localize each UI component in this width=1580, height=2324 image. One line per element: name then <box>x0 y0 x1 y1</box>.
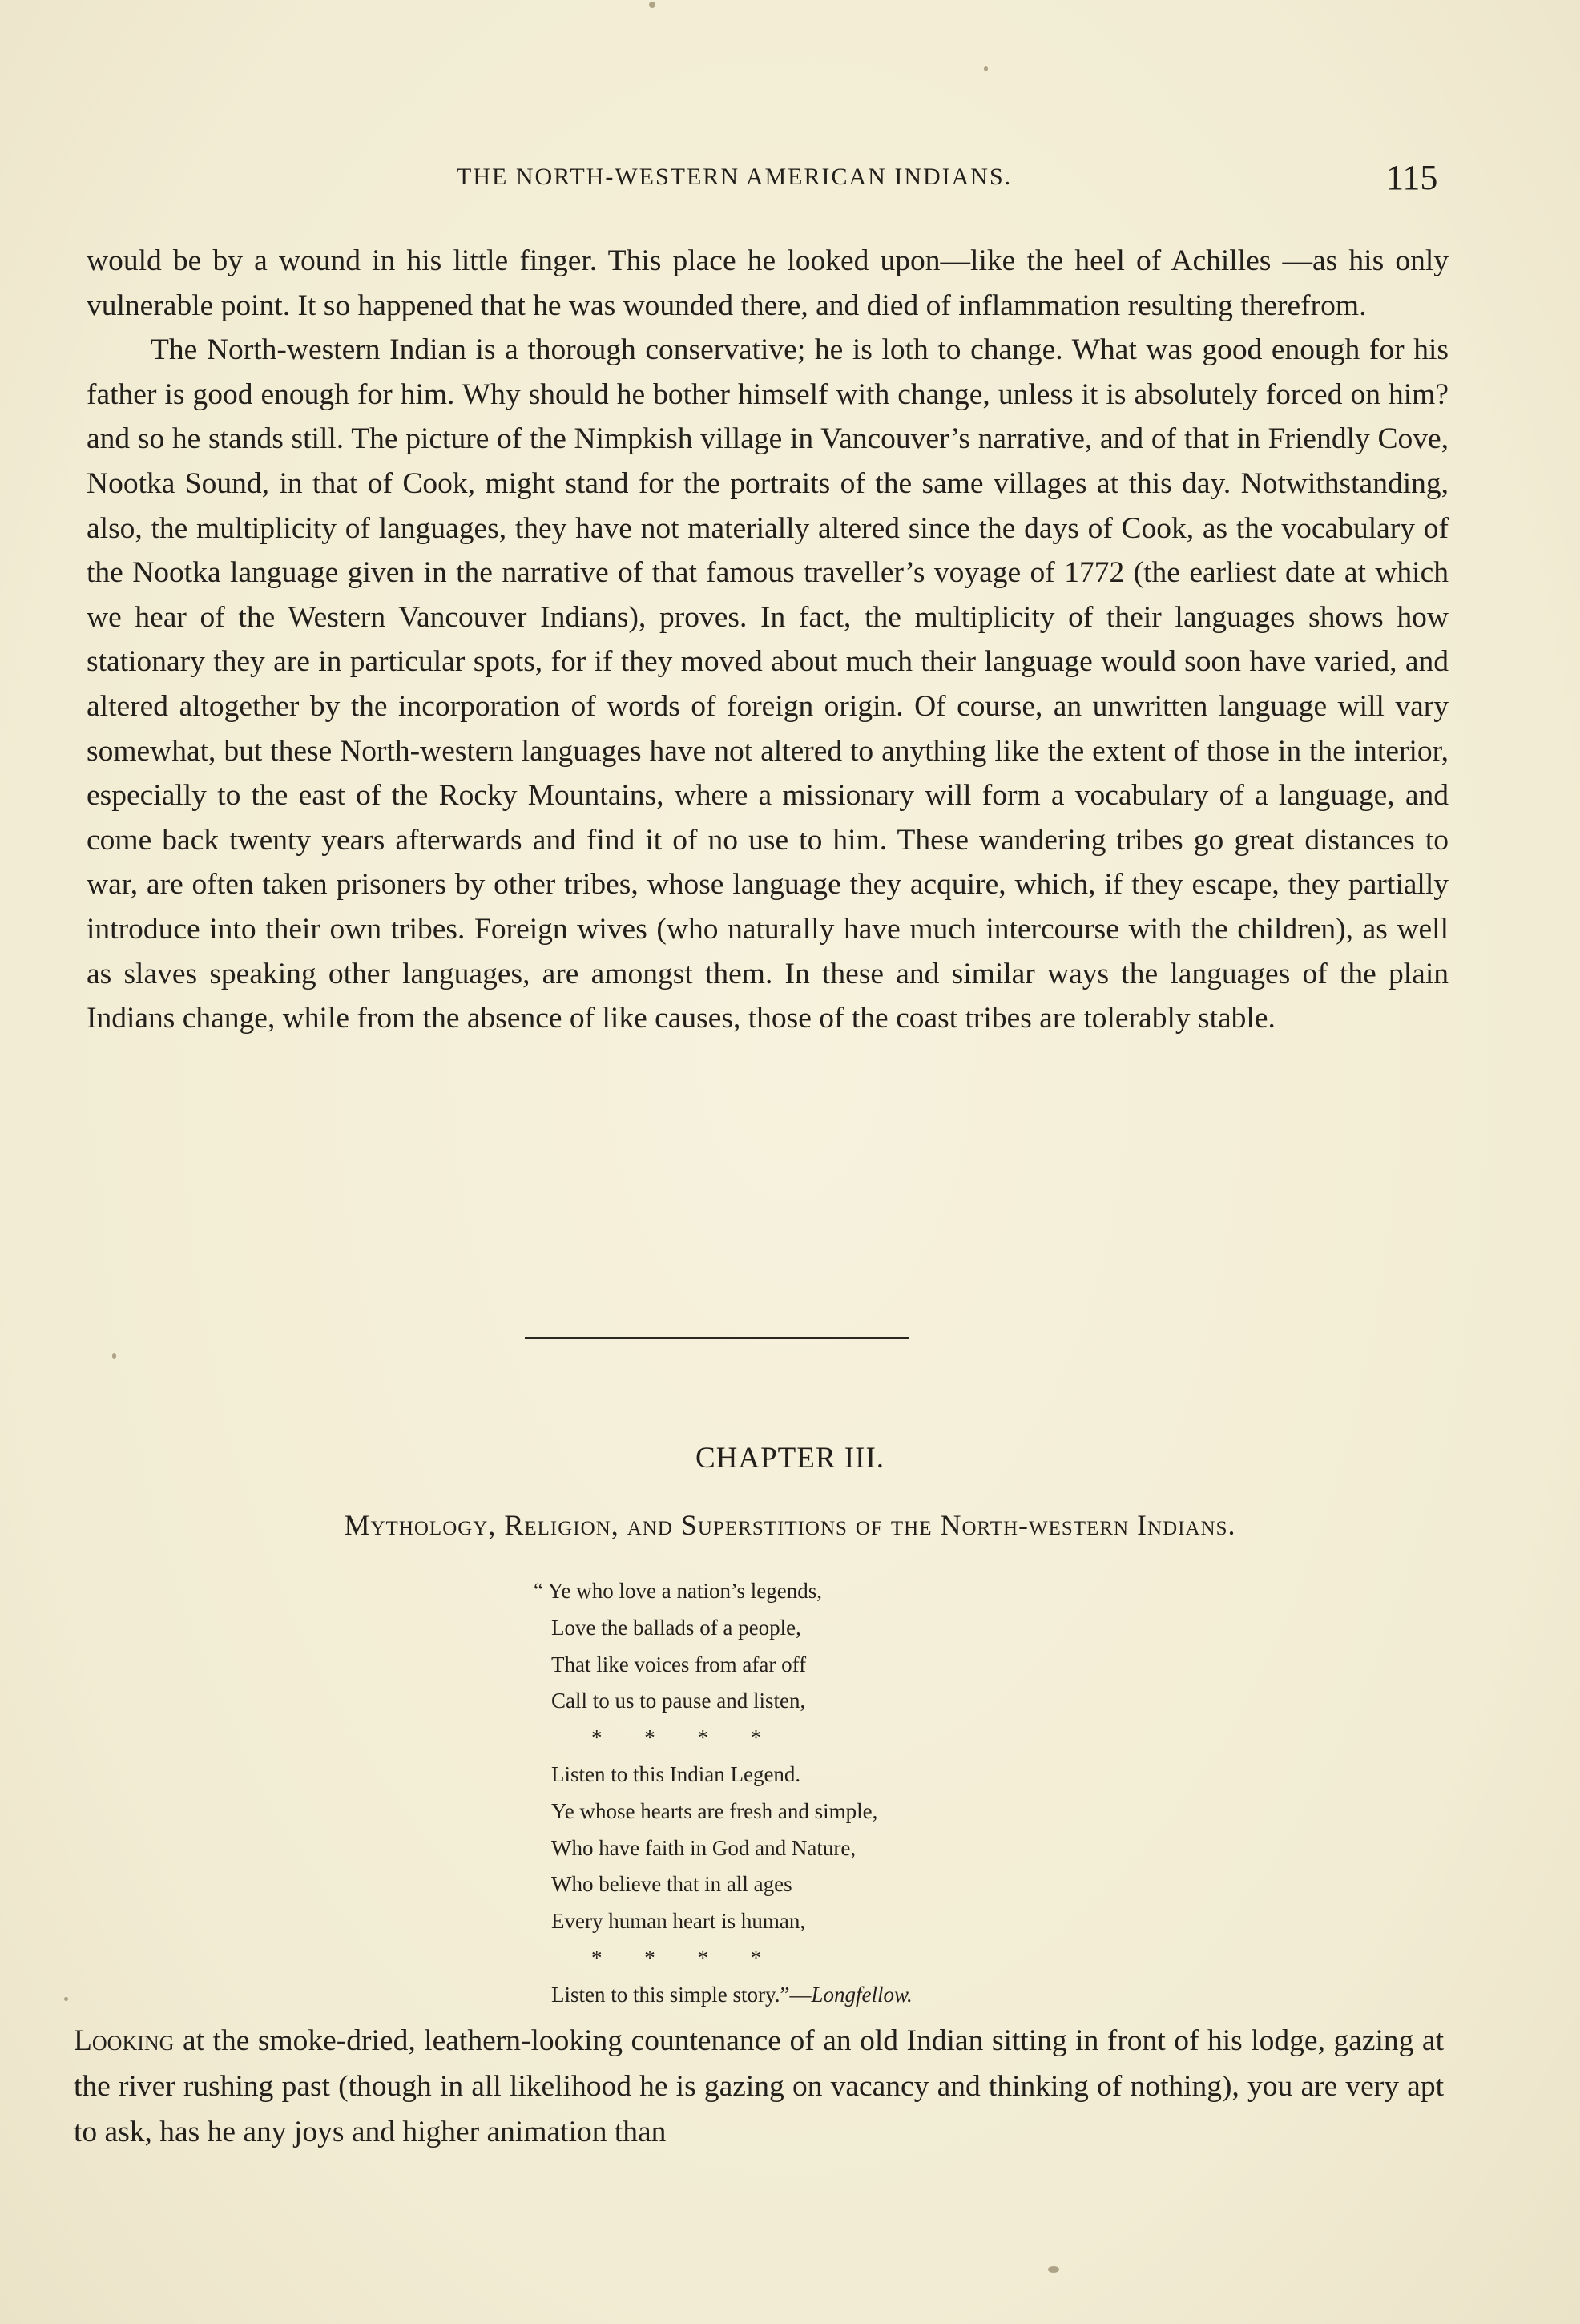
opening-lead-word: Looking <box>74 2024 175 2057</box>
paper-speck <box>112 1353 116 1359</box>
epigraph-line: Every human heart is human, <box>551 1909 806 1934</box>
chapter-heading: CHAPTER III. <box>695 1442 885 1475</box>
epigraph-attribution: Longfellow. <box>811 1982 913 2007</box>
section-divider <box>525 1337 909 1339</box>
epigraph-line: “ Ye who love a nation’s legends, <box>534 1579 822 1603</box>
paragraph: would be by a wound in his little finger. This place he looked upon—like the heel of Achilles —as his only vulnerable point. It so happened that he was wounded there, and died of inflammation resulting therefrom. <box>87 244 1449 322</box>
chapter-opening-paragraph <box>74 2018 1444 2155</box>
paper-speck <box>984 66 988 71</box>
paper-speck <box>64 1997 68 2001</box>
epigraph-line: Love the ballads of a people, <box>551 1615 801 1640</box>
epigraph-line: That like voices from afar off <box>551 1652 807 1676</box>
epigraph-ellipsis-stars: * * * * <box>591 1945 764 1970</box>
chapter-subtitle: Mythology, Religion, and Superstitions of the North-western Indians. <box>344 1509 1236 1541</box>
page-number: 115 <box>1386 158 1438 197</box>
epigraph-line: Call to us to pause and listen, <box>551 1689 806 1713</box>
epigraph-line: Who have faith in God and Nature, <box>551 1835 857 1860</box>
running-head <box>0 158 1580 204</box>
paper-speck <box>1048 2266 1059 2273</box>
epigraph-last-line-text: Listen to this simple story.”— <box>551 1982 812 2007</box>
epigraph-line: Ye whose hearts are fresh and simple, <box>551 1798 878 1823</box>
paragraph: The North-western Indian is a thorough conservative; he is loth to change. What was good enough for his father is good enough for him. Why should he bother himself with change, unless it is absolutely forced on him? and so he stands still. The picture of the Nimpkish village in Vancouver’s narrative, and of that in Friendly Cove, Nootka Sound, in that of Cook, might stand for the portraits of the same villages at this day. Notwithstanding, also, the multiplicity of languages, they have not materially altered since the days of Cook, as the vocabulary of the Nootka language given in the narrative of that famous traveller’s voyage of 1772 (the earliest date at which we hear of the Western Vancouver Indians), proves. In fact, the multiplicity of their languages shows how stationary they are in particular spots, for if they moved about much their language would soon have varied, and altered altogether by the incorporation of words of foreign origin. Of course, an unwritten language will vary somewhat, but these North-western languages have not altered to anything like the extent of those in the interior, especially to the east of the Rocky Mountains, where a missionary will form a vocabulary of a language, and come back twenty years afterwards and find it of no use to him. These wandering tribes go great distances to war, are often taken prisoners by other tribes, whose language they acquire, which, if they escape, they partially introduce into their own tribes. Foreign wives (who naturally have much intercourse with the children), as well as slaves speaking other languages, are amongst them. In these and similar ways the languages of the plain Indians change, while from the absence of like causes, those of the coast tribes are tolerably stable. <box>87 333 1449 1035</box>
running-title: THE NORTH-WESTERN AMERICAN INDIANS. <box>457 163 1013 190</box>
continued-text <box>87 239 1449 1041</box>
paper-speck <box>649 2 655 8</box>
epigraph-last-line <box>551 1977 1112 2014</box>
opening-text: at the smoke-dried, leathern-looking countenance of an old Indian sitting in front of his lodge, gazing at the river rushing past (though in all likelihood he is gazing on vacancy and thinking of nothing), you are very apt to ask, has he any joys and higher animation than <box>74 2024 1444 2148</box>
epigraph <box>534 1573 1112 2014</box>
epigraph-ellipsis-stars: * * * * <box>591 1725 764 1750</box>
epigraph-line: Listen to this Indian Legend. <box>551 1761 801 1786</box>
epigraph-line: Who believe that in all ages <box>551 1872 792 1897</box>
